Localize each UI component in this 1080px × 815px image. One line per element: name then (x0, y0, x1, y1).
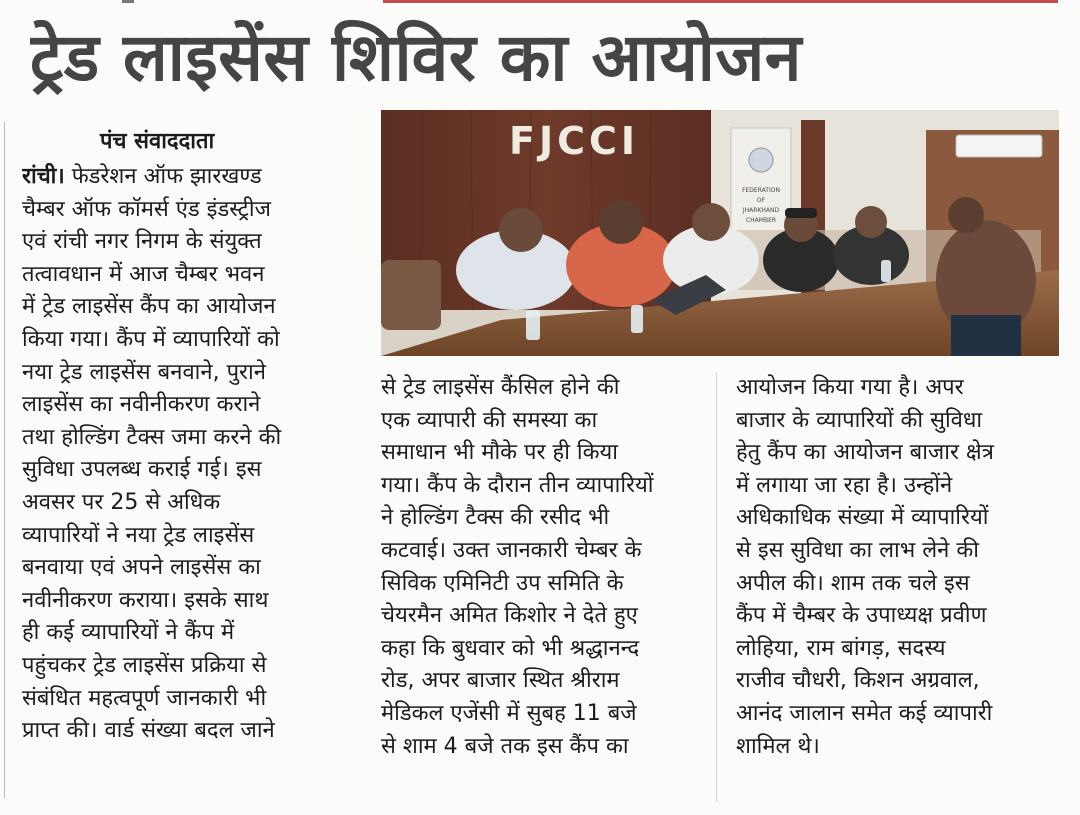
column-2-line: से शाम 4 बजे तक इस कैंप का (381, 733, 629, 759)
article-headline: ट्रेड लाइसेंस शिविर का आयोजन (30, 19, 802, 96)
left-column-border (4, 122, 5, 798)
column-1-line: नवीनीकरण कराया। इसके साथ (22, 587, 269, 613)
column-2-line: कटवाई। उक्त जानकारी चेम्बर के (381, 537, 642, 563)
column-1-line: बनवाया एवं अपने लाइसेंस का (22, 555, 261, 581)
article-column-3 (736, 372, 1066, 763)
poster-line-2: OF (756, 197, 766, 204)
poster-line-1: FEDERATION (742, 187, 780, 194)
column-3-line: कैंप में चैम्बर के उपाध्यक्ष प्रवीण (736, 603, 987, 629)
column-1-line: तत्वावधान में आज चैम्बर भवन (22, 261, 265, 287)
column-2-line: समाधान भी मौके पर ही किया (381, 440, 618, 466)
column-3-line: हेतु कैंप का आयोजन बाजार क्षेत्र (736, 440, 994, 466)
column-3-line: आयोजन किया गया है। अपर (736, 375, 964, 400)
column-1-line: में ट्रेड लाइसेंस कैंप का आयोजन (22, 294, 276, 320)
column-3-line: लोहिया, राम बांगड़, सदस्य (736, 635, 946, 661)
column-1-line: तथा होल्डिंग टैक्स जमा करने की (22, 424, 282, 450)
column-3-line: आनंद जालान समेत कई व्यापारी (736, 700, 993, 726)
news-photo-trade-license-camp (381, 110, 1059, 356)
column-2-line: सिविक एमिनिटी उप समिति के (381, 570, 624, 596)
column-1-line: किया गया। कैंप में व्यापारियों को (22, 326, 280, 352)
column-3-line: में लगाया जा रहा है। उन्होंने (736, 472, 953, 498)
column-1-line: लाइसेंस का नवीनीकरण कराने (22, 392, 261, 418)
column-1-line: नया ट्रेड लाइसेंस बनवाने, पुराने (22, 359, 266, 385)
top-color-rule (383, 0, 1058, 3)
column-3-line: अपील की। शाम तक चले इस (736, 570, 970, 596)
column-2-line: से ट्रेड लाइसेंस कैंसिल होने की (381, 375, 620, 400)
column-2-line: रोड, अपर बाजार स्थित श्रीराम (381, 668, 620, 694)
column-1-line: चैम्बर ऑफ कॉमर्स एंड इंडस्ट्रीज (22, 196, 271, 222)
wall-sign-fjcci: FJCCI (509, 119, 640, 163)
column-2-line: गया। कैंप के दौरान तीन व्यापारियों (381, 472, 654, 498)
column-1-line: पहुंचकर ट्रेड लाइसेंस प्रक्रिया से (22, 652, 267, 678)
column-1-line: प्राप्त की। वार्ड संख्या बदल जाने (22, 718, 275, 744)
column-1-line: व्यापारियों ने नया ट्रेड लाइसेंस (22, 522, 255, 548)
column-2-line: चेयरमैन अमित किशोर ने देते हुए (381, 603, 638, 629)
column-3-line: से इस सुविधा का लाभ लेने की (736, 537, 979, 563)
article-byline: पंच संवाददाता (100, 129, 215, 154)
column-2-line: कहा कि बुधवार को भी श्रद्धानन्द (381, 635, 640, 661)
column-1-line-text: फेडरेशन ऑफ झारखण्ड (64, 164, 262, 189)
top-edge-mark (122, 0, 134, 3)
column-1-line: एवं रांची नगर निगम के संयुक्त (22, 229, 262, 255)
poster-line-3: JHARKHAND (742, 207, 780, 214)
column-3-line: अधिकाधिक संख्या में व्यापारियों (736, 505, 989, 531)
column-3-line: शामिल थे। (736, 733, 820, 759)
column-2-line: ने होल्डिंग टैक्स की रसीद भी (381, 505, 610, 531)
column-1-line: संबंधित महत्वपूर्ण जानकारी भी (22, 685, 267, 711)
column-2-line: मेडिकल एजेंसी में सुबह 11 बजे (381, 700, 637, 726)
column-1-line: सुविधा उपलब्ध कराई गई। इस (22, 457, 262, 483)
column-divider (716, 372, 717, 802)
column-3-line: बाजार के व्यापारियों की सुविधा (736, 407, 983, 433)
column-3-line: राजीव चौधरी, किशन अग्रवाल, (736, 668, 980, 694)
column-1-line: ही कई व्यापारियों ने कैंप में (22, 620, 235, 646)
article-dateline: रांची। (22, 164, 65, 189)
poster-line-4: CHAMBER (745, 217, 777, 224)
article-column-2 (381, 372, 704, 763)
column-2-line: एक व्यापारी की समस्या का (381, 407, 598, 433)
column-1-line: अवसर पर 25 से अधिक (22, 489, 221, 515)
column-1-line-1 (22, 161, 352, 194)
article-column-1 (22, 161, 352, 748)
